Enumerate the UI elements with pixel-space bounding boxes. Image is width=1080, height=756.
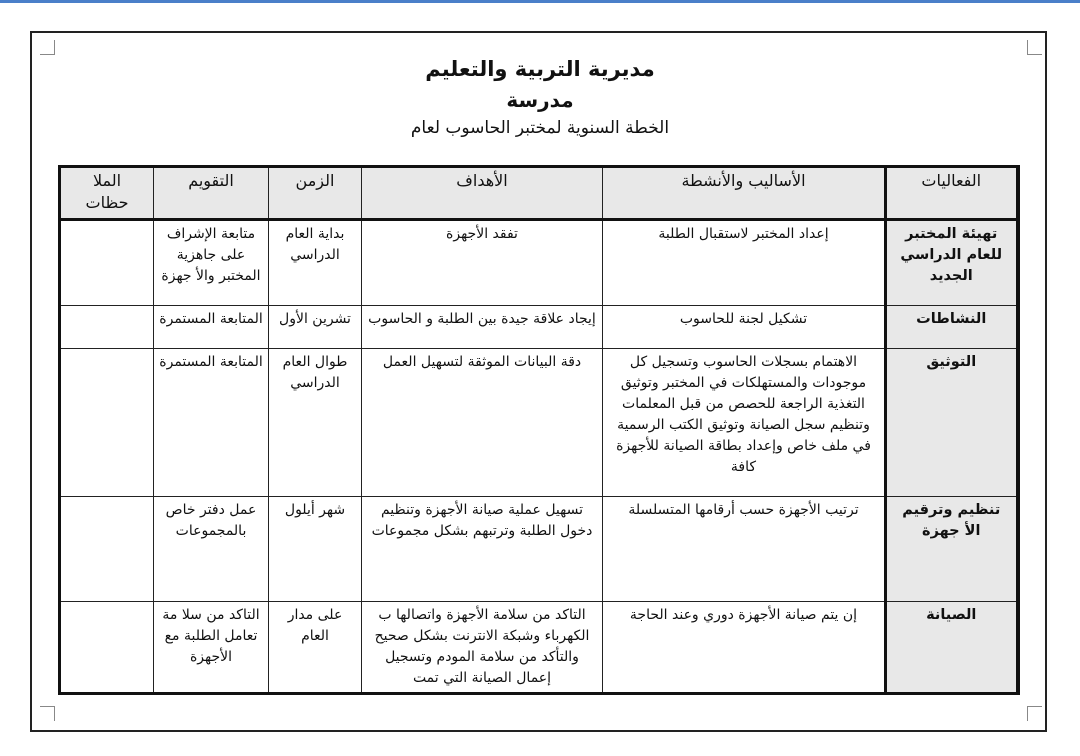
crop-mark-top-right [1027,40,1042,55]
table-header-row [60,167,1018,220]
goals-cell: تسهيل عملية صيانة الأجهزة وتنظيم دخول الطلبة وترتبهم بشكل مجموعات [362,497,603,602]
directorate-title: مديرية التربية والتعليم [425,57,655,81]
activity-cell: الصيانة [886,602,1018,694]
activity-cell: التوثيق [886,349,1018,497]
document-header [300,54,780,141]
crop-mark-bottom-right [1027,706,1042,721]
goals-cell: التاكد من سلامة الأجهزة واتصالها ب الكهرباء وشبكة الانترنت بشكل صحيح والتأكد من سلامة المودم وتسجيل إعمال الصيانة التي تمت [362,602,603,694]
time-cell: طوال العام الدراسي [269,349,362,497]
column-header-notes: الملا حظات [60,167,154,220]
evaluation-cell: المتابعة المستمرة [154,349,269,497]
notes-cell [60,306,154,349]
column-header-evaluation: التقويم [154,167,269,220]
table-row [60,349,1018,497]
methods-cell: إن يتم صيانة الأجهزة دوري وعند الحاجة [603,602,886,694]
methods-cell: تشكيل لجنة للحاسوب [603,306,886,349]
activity-cell: النشاطات [886,306,1018,349]
table-row [60,220,1018,306]
crop-mark-bottom-left [40,706,55,721]
table-row [60,306,1018,349]
time-cell: تشرين الأول [269,306,362,349]
column-header-activities: الفعاليات [886,167,1018,220]
table-row [60,497,1018,602]
methods-cell: ترتيب الأجهزة حسب أرقامها المتسلسلة [603,497,886,602]
column-header-time: الزمن [269,167,362,220]
crop-mark-top-left [40,40,55,55]
evaluation-cell: عمل دفتر خاص بالمجموعات [154,497,269,602]
evaluation-cell: متابعة الإشراف على جاهزية المختبر والأ جهزة [154,220,269,306]
evaluation-cell: المتابعة المستمرة [154,306,269,349]
goals-cell: دقة البيانات الموثقة لتسهيل العمل [362,349,603,497]
notes-cell [60,349,154,497]
time-cell: شهر أيلول [269,497,362,602]
activity-cell: تهيئة المختبر للعام الدراسي الجديد [886,220,1018,306]
school-title: مدرسة [506,88,574,112]
activity-cell: تنظيم وترقيم الأ جهزة [886,497,1018,602]
column-header-goals: الأهداف [362,167,603,220]
plan-title: الخطة السنوية لمختبر الحاسوب لعام [410,118,670,138]
time-cell: بداية العام الدراسي [269,220,362,306]
goals-cell: تفقد الأجهزة [362,220,603,306]
table-row [60,602,1018,694]
annual-plan-table [58,165,1020,695]
notes-cell [60,497,154,602]
goals-cell: إيجاد علاقة جيدة بين الطلبة و الحاسوب [362,306,603,349]
methods-cell: إعداد المختبر لاستقبال الطلبة [603,220,886,306]
window-top-accent [0,0,1080,3]
time-cell: على مدار العام [269,602,362,694]
evaluation-cell: التاكد من سلا مة تعامل الطلبة مع الأجهزة [154,602,269,694]
column-header-methods: الأساليب والأنشطة [603,167,886,220]
notes-cell [60,220,154,306]
methods-cell: الاهتمام بسجلات الحاسوب وتسجيل كل موجودات والمستهلكات في المختبر وتوثيق التغذية الراجعة للحصص من قبل المعلمات وتنظيم سجل الصيانة وتوثيق الكتب الرسمية في ملف خاص وإعداد بطاقة الصيانة للأجهزة كافة [603,349,886,497]
notes-cell [60,602,154,694]
